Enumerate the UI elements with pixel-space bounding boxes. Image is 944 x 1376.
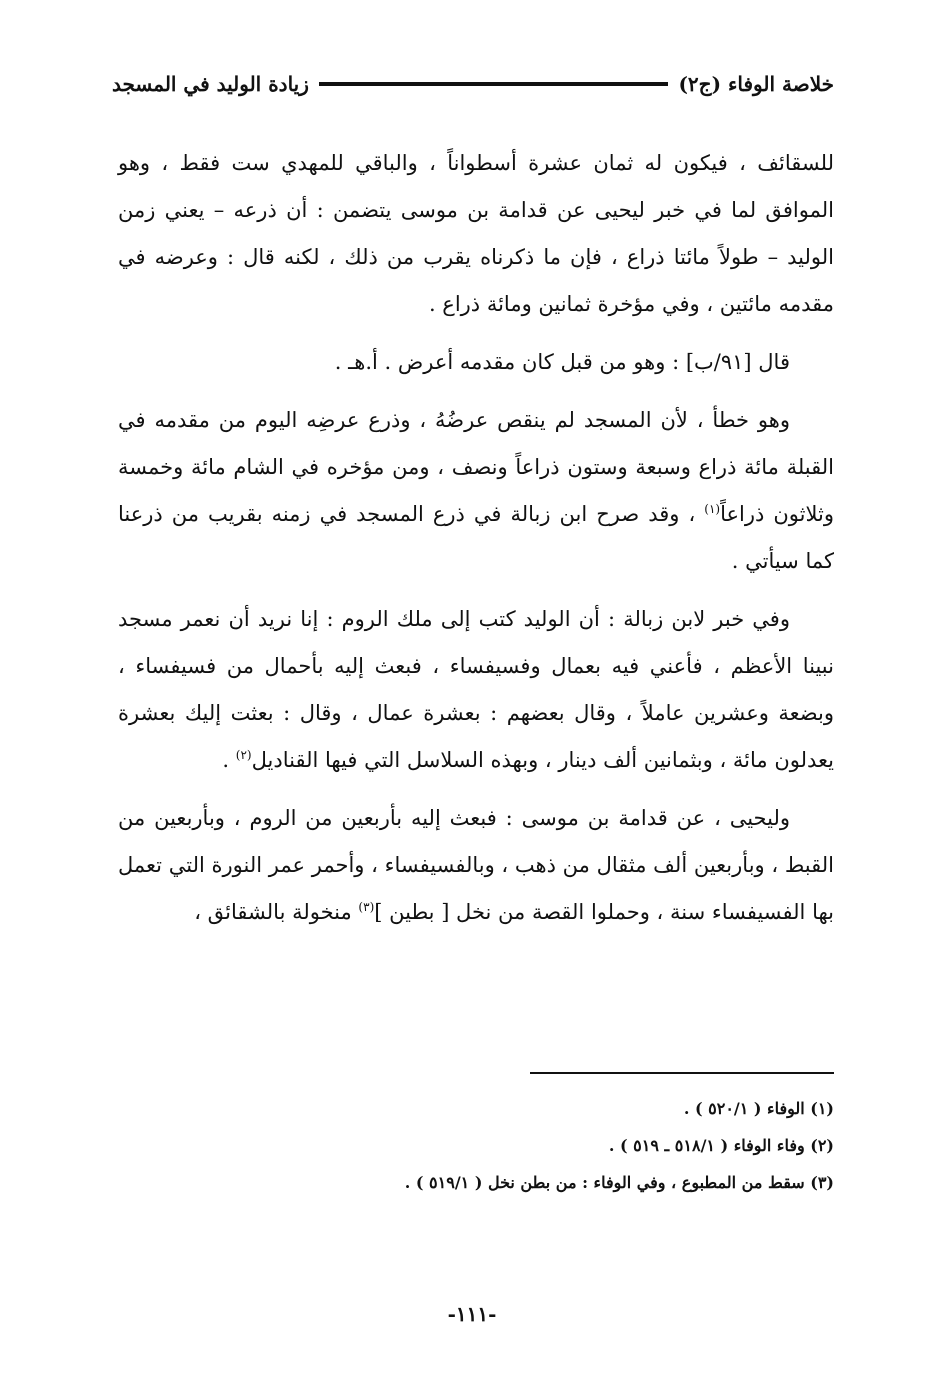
footnote: (١) الوفاء ( ٥٢٠/١ ) . [683,1099,834,1118]
paragraph: وليحيى ، عن قدامة بن موسى : فبعث إليه بأربعين من الروم ، وبأربعين من القبط ، وبأربعين ألف مثقال من ذهب ، وبالفسيفساء ، وأحمر عمر النورة التي تعمل بها الفسيفساء سنة ، وحملوا القصة من نخل [ بطين ]$^{(٣)}$ منخولة بالشقائق ، [118,806,834,924]
paragraph: وفي خبر لابن زبالة : أن الوليد كتب إلى ملك الروم : إنا نريد أن نعمر مسجد نبينا الأعظم ، فأعني فيه بعمال وفسيفساء ، فبعث إليه بأحمال من فسيفساء ، وبضعة وعشرين عاملاً ، وقال بعضهم : بعشرة عمال ، وقال : بعثت إليك بعشرة يعدلون مائة ، وبثمانين ألف دينار ، وبهذه السلاسل التي فيها القناديل$^{(٢)}$ . [118,607,834,772]
footnote-ref[interactable]: (٣) [358,900,375,914]
paragraph: وهو خطأ ، لأن المسجد لم ينقص عرضُهُ ، وذرع عرضِه اليوم من مقدمه في القبلة مائة ذراع وسبعة وستون ذراعاً ونصف ، ومن مؤخره في الشام مائة وخمسة وثلاثون ذراعاً$^{(١)}$ ، وقد صرح ابن زبالة في ذرع المسجد في زمنه بقريب من ذرعنا كما سيأتي . [118,408,835,573]
header-rule [319,82,669,86]
running-header [112,68,834,100]
footnote-divider [530,1072,834,1074]
body-text [118,140,834,947]
paragraph: للسقائف ، فيكون له ثمان عشرة أسطواناً ، والباقي للمهدي ست فقط ، وهو الموافق لما في خبر ليحيى عن قدامة بن موسى يتضمن : أن ذرعه – يعني زمن الوليد – طولاً مائتا ذراع ، فإن ما ذكرناه يقرب من ذلك ، لكنه قال : وعرضه في مقدمه مائتين ، وفي مؤخرة ثمانين ومائة ذراع . [118,151,834,316]
header-section-title: زيادة الوليد في المسجد [112,72,309,96]
page-number: -١١١- [447,1302,497,1326]
header-book-title: خلاصة الوفاء (ج٢) [678,72,834,96]
footnotes [118,1090,834,1201]
footnote: (٣) سقط من المطبوع ، وفي الوفاء : من بطن نخل ( ٥١٩/١ ) . [404,1173,834,1192]
paragraph: قال [٩١/ب] : وهو من قبل كان مقدمه أعرض . أ.هـ . [334,350,790,374]
footnote-ref[interactable]: (٢) [235,748,252,762]
footnote: (٢) وفاء الوفاء ( ٥١٨/١ ـ ٥١٩ ) . [608,1136,834,1155]
footnote-ref[interactable]: (١) [704,502,721,516]
